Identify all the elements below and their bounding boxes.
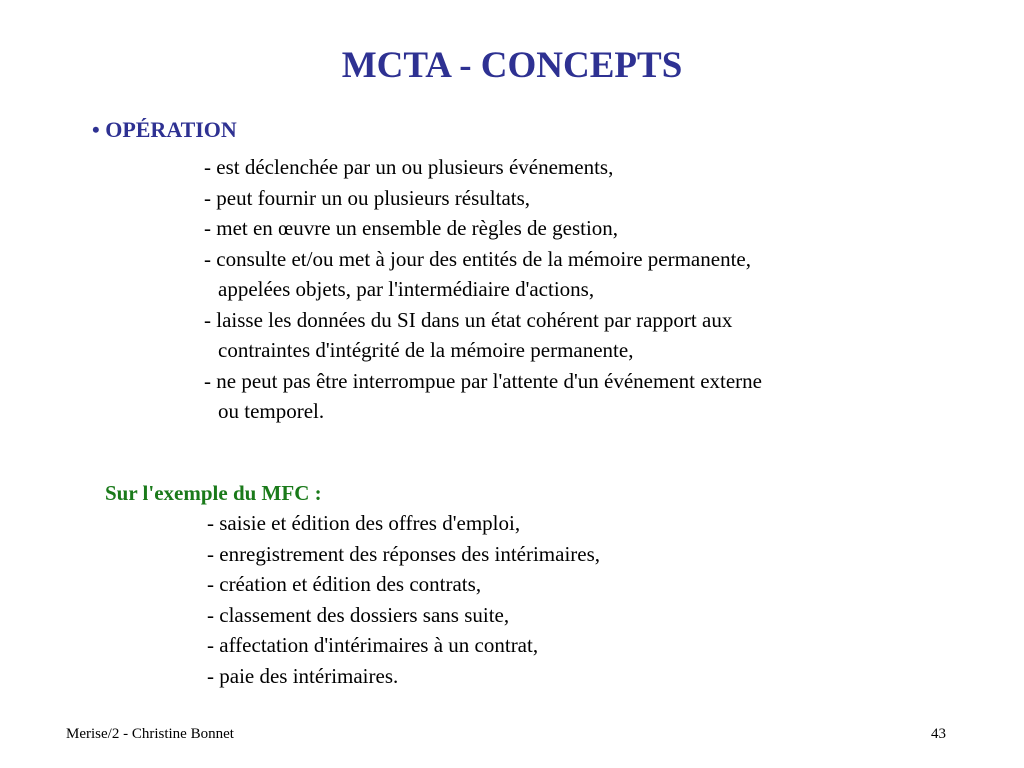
list-item: - création et édition des contrats,	[207, 572, 482, 597]
list-item: - affectation d'intérimaires à un contrat,	[207, 633, 539, 658]
slide-title: MCTA - CONCEPTS	[341, 45, 683, 86]
list-item: - saisie et édition des offres d'emploi,	[207, 511, 521, 535]
list-item-continuation: ou temporel.	[218, 399, 325, 423]
example-list	[207, 508, 600, 692]
operation-list	[204, 152, 762, 427]
example-heading: Sur l'exemple du MFC :	[105, 481, 322, 505]
list-item-continuation: contraintes d'intégrité de la mémoire permanente,	[218, 338, 634, 362]
list-item: - consulte et/ou met à jour des entités de la mémoire permanente,	[204, 246, 751, 271]
list-item-continuation: appelées objets, par l'intermédiaire d'actions,	[218, 277, 595, 301]
list-item: - classement des dossiers sans suite,	[207, 602, 510, 627]
list-item: - laisse les données du SI dans un état cohérent par rapport aux	[204, 307, 733, 332]
list-item: - enregistrement des réponses des intérimaires,	[207, 541, 601, 566]
list-item: - est déclenchée par un ou plusieurs événements,	[204, 155, 614, 179]
list-item: - peut fournir un ou plusieurs résultats,	[204, 185, 531, 210]
page-number: 43	[931, 726, 946, 742]
footer-author: Merise/2 - Christine Bonnet	[66, 726, 234, 742]
operation-heading: • OPÉRATION	[92, 117, 237, 142]
list-item: - met en œuvre un ensemble de règles de gestion,	[204, 216, 619, 240]
list-item: - paie des intérimaires.	[207, 663, 399, 688]
list-item: - ne peut pas être interrompue par l'attente d'un événement externe	[204, 368, 762, 393]
